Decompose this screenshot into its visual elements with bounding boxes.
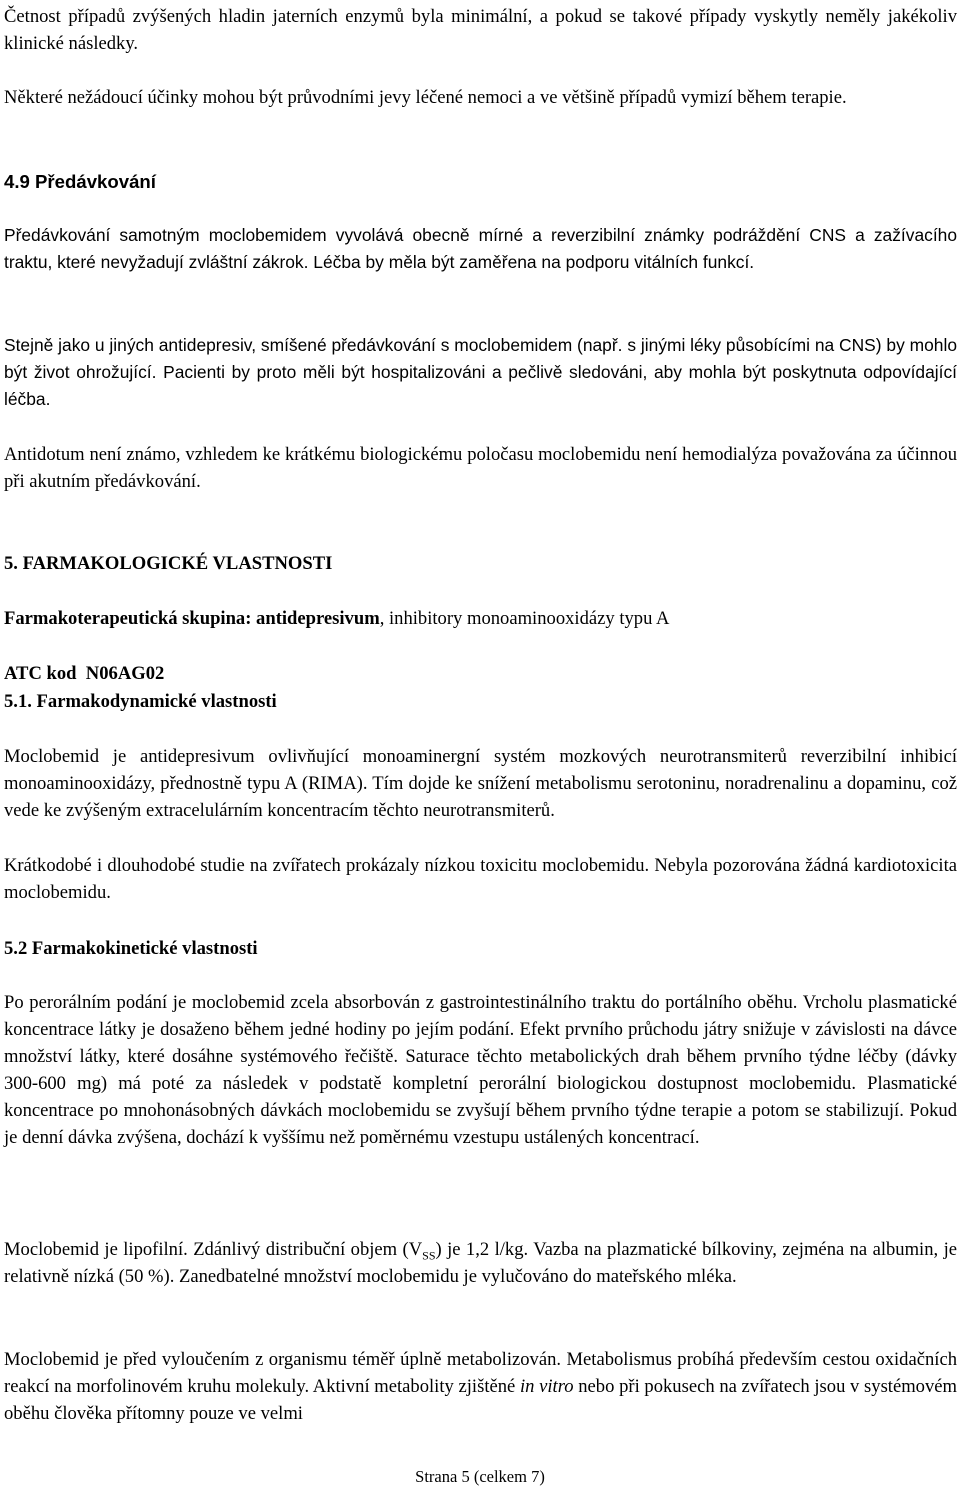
paragraph-pharmacokinetics-3 — [4, 1346, 957, 1427]
atc-code: ATC kod N06AG02 — [4, 663, 165, 684]
overdose-2c: Pacienti by proto měli být hospitalizováni a pečlivě sledováni, aby mohla být poskytnuta odpovídající léčba. — [4, 362, 957, 409]
pk2-a: Moclobemid je lipofilní. Zdánlivý distribuční objem (V — [4, 1239, 423, 1260]
paragraph-pharmacokinetics-2 — [4, 1236, 957, 1290]
section-heading-5: 5. FARMAKOLOGICKÉ VLASTNOSTI — [4, 553, 333, 574]
group-rest: , inhibitory monoaminooxidázy typu A — [379, 608, 670, 629]
paragraph-pharmacodynamics-1: Moclobemid je antidepresivum ovlivňující monoaminergní systém mozkových neurotransmiterů reverzibilní inhibicí monoaminooxidázy, přednostně typu A (RIMA). Tím dojde ke snížení metabolismu serotoninu, noradrenalinu a dopaminu, což vede ke zvýšeným extracelulárním koncentracím těchto neurotransmiterů. — [4, 746, 957, 821]
overdose-1a: Předávkování samotným moclobemidem vyvolává obecně mírné a reverzibilní známky podráždění CNS a zažívacího traktu, které nevyžadují zvláštní zákrok. — [4, 225, 957, 272]
overdose-2b: s jinými léky působícími na CNS) by mohlo být život ohrožující. — [4, 335, 957, 382]
overdose-2a: Stejně jako u jiných antidepresiv, smíšené předávkování s moclobemidem (např. — [4, 335, 623, 355]
pk3-italic: in vitro — [519, 1376, 574, 1397]
pk2-b: ) je 1,2 l/kg. Vazba na plazmatické bílkoviny, zejména na albumin, je relativně nízká (50 %). Zanedbatelné množství moclobemidu je vylučováno do mateřského mléka. — [4, 1239, 957, 1287]
pk2-sub: SS — [422, 1248, 436, 1263]
paragraph-liver-enzymes: Četnost případů zvýšených hladin jaterních enzymů byla minimální, a pokud se takové případy vyskytly neměly jakékoliv klinické následky. — [4, 6, 957, 54]
paragraph-overdose-1 — [4, 222, 957, 276]
group-label: Farmakoterapeutická skupina: antidepresivum — [4, 608, 380, 629]
section-heading-5-2: 5.2 Farmakokinetické vlastnosti — [4, 938, 258, 959]
overdose-1b: Léčba by měla být zaměřena na podporu vitálních funkcí. — [308, 252, 755, 272]
paragraph-overdose-2 — [4, 332, 957, 413]
pharmacotherapeutic-group — [4, 605, 669, 632]
section-heading-4-9: 4.9 Předávkování — [4, 171, 156, 192]
pk3-b: nebo při pokusech na zvířatech jsou v systémovém oběhu člověka přítomny pouze ve velmi — [4, 1376, 957, 1424]
paragraph-pharmacokinetics-1: Po perorálním podání je moclobemid zcela absorbován z gastrointestinálního traktu do portálního oběhu. Vrcholu plasmatické koncentrace látky je dosaženo během jedné hodiny po jejím podání. Efekt prvního průchodu játry snižuje v závislosti na dávce množství látky, které dosáhne systémového řečiště. Saturace těchto metabolických drah během prvního týdne léčby (dávky 300-600 mg) má poté za následek v podstatě kompletní perorální biologickou dostupnost moclobemidu. Plasmatické koncentrace po mnohonásobných dávkách moclobemidu se zvyšují během prvního týdne terapie a potom se stabilizují. Pokud je denní dávka zvýšena, dochází k vyššímu než poměrnému vzestupu ustálených koncentrací. — [4, 992, 957, 1148]
paragraph-adverse-effects: Některé nežádoucí účinky mohou být průvodními jevy léčené nemoci a ve většině případů vymizí během terapie. — [4, 87, 847, 108]
section-heading-5-1: 5.1. Farmakodynamické vlastnosti — [4, 691, 277, 712]
page-footer: Strana 5 (celkem 7) — [415, 1467, 545, 1486]
paragraph-antidote: Antidotum není známo, vzhledem ke krátkému biologickému poločasu moclobemidu není hemodialýza považována za účinnou při akutním předávkování. — [4, 444, 957, 492]
paragraph-pharmacodynamics-2: Krátkodobé i dlouhodobé studie na zvířatech prokázaly nízkou toxicitu moclobemidu. Nebyla pozorována žádná kardiotoxicita moclobemidu. — [4, 855, 957, 903]
pk3-a: Moclobemid je před vyloučením z organismu téměř úplně metabolizován. Metabolismus probíhá především cestou oxidačních reakcí na morfolinovém kruhu molekuly. Aktivní metabolity zjištěné — [4, 1349, 957, 1397]
